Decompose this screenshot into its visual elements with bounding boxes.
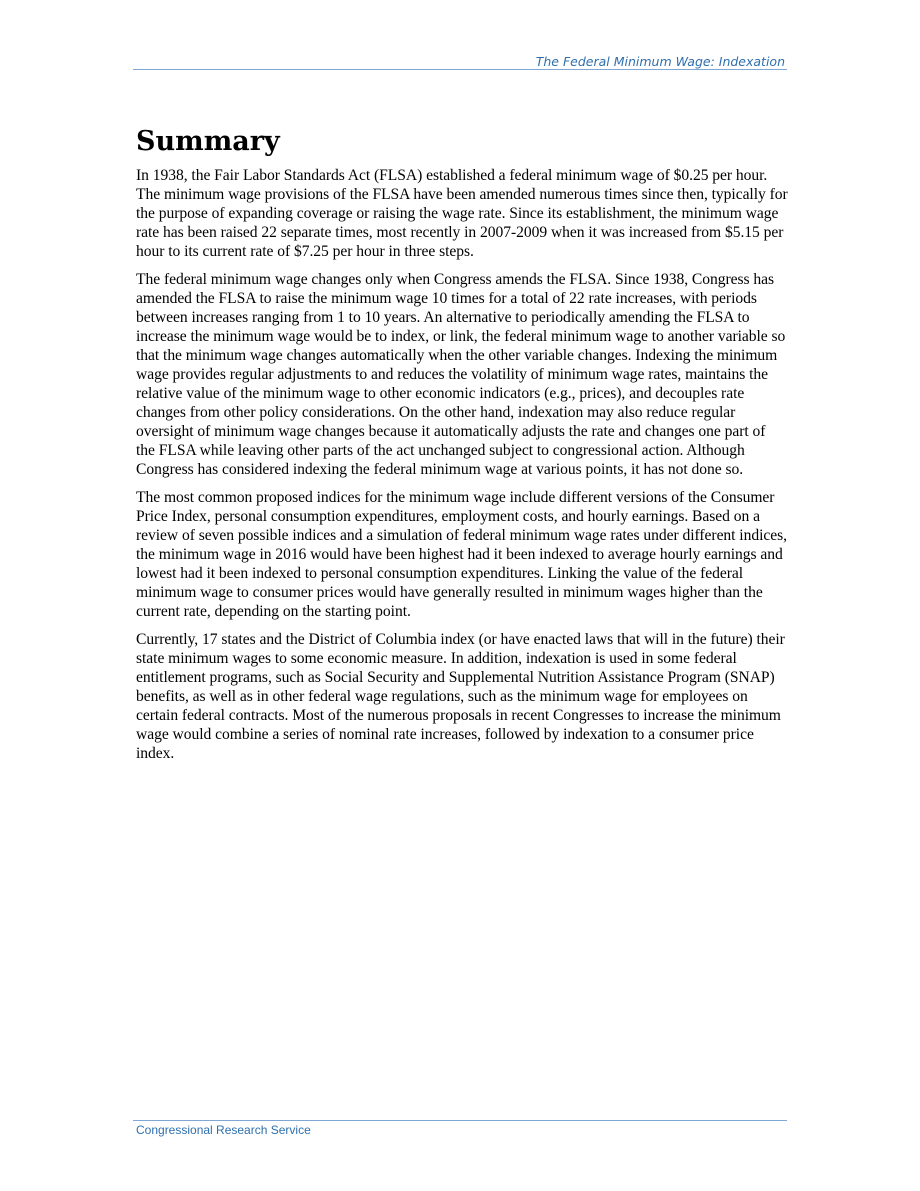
summary-section — [136, 124, 788, 772]
summary-paragraph-3: The most common proposed indices for the minimum wage include different versions of the Consumer Price Index, personal consumption expenditures, employment costs, and hourly earnings. Based on a review of seven possible indices and a simulation of federal minimum wage rates under different indices, the minimum wage in 2016 would have been highest had it been indexed to average hourly earnings and lowest had it been indexed to personal consumption expenditures. Linking the value of the federal minimum wage to consumer prices would have generally resulted in minimum wages higher than the current rate, depending on the starting point. — [136, 489, 787, 620]
footer-publisher: Congressional Research Service — [136, 1123, 311, 1137]
summary-paragraph-1: In 1938, the Fair Labor Standards Act (FLSA) established a federal minimum wage of $0.25 per hour. The minimum wage provisions of the FLSA have been amended numerous times since then, typically for the purpose of expanding coverage or raising the wage rate. Since its establishment, the minimum wage rate has been raised 22 separate times, most recently in 2007-2009 when it was increased from $5.15 per hour to its current rate of $7.25 per hour in three steps. — [136, 167, 788, 260]
section-heading: Summary — [136, 126, 280, 157]
header-divider — [133, 69, 787, 70]
summary-paragraph-2: The federal minimum wage changes only when Congress amends the FLSA. Since 1938, Congress has amended the FLSA to raise the minimum wage 10 times for a total of 22 rate increases, with periods between increases ranging from 1 to 10 years. An alternative to periodically amending the FLSA to increase the minimum wage would be to index, or link, the federal minimum wage to another variable so that the minimum wage changes automatically when the other variable changes. Indexing the minimum wage provides regular adjustments to and reduces the volatility of minimum wage rates, maintains the relative value of the minimum wage to other economic indicators (e.g., prices), and decouples rate changes from other policy considerations. On the other hand, indexation may also reduce regular oversight of minimum wage changes because it automatically adjusts the rate and changes one part of the FLSA while leaving other parts of the act unchanged subject to congressional action. Although Congress has considered indexing the federal minimum wage at various points, it has not done so. — [136, 271, 786, 478]
summary-paragraph-4: Currently, 17 states and the District of Columbia index (or have enacted laws that will in the future) their state minimum wages to some economic measure. In addition, indexation is used in some federal entitlement programs, such as Social Security and Supplemental Nutrition Assistance Program (SNAP) benefits, as well as in other federal wage regulations, such as the minimum wage for employees on certain federal contracts. Most of the numerous proposals in recent Congresses to increase the minimum wage would combine a series of nominal rate increases, followed by indexation to a consumer price index. — [136, 631, 785, 762]
running-header-title: The Federal Minimum Wage: Indexation — [535, 54, 785, 69]
footer-divider — [133, 1120, 787, 1121]
